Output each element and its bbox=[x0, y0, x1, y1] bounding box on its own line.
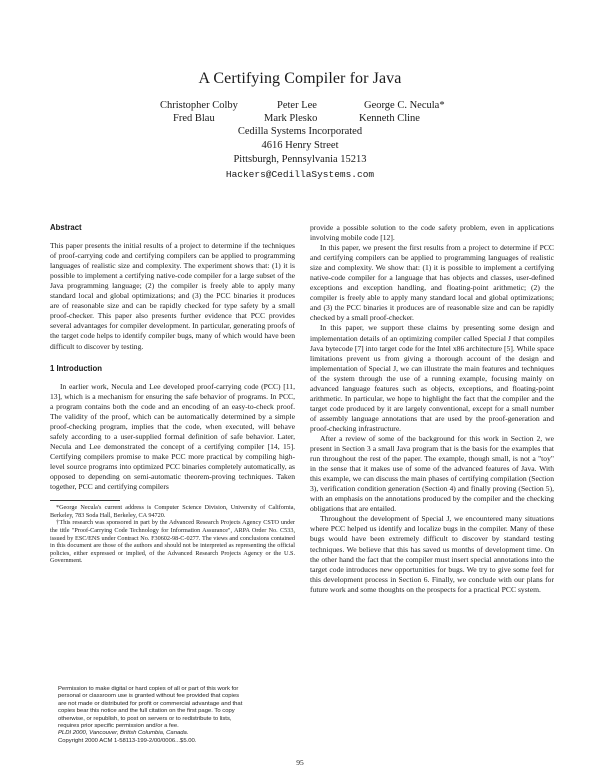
section-heading-introduction: 1 Introduction bbox=[50, 363, 102, 373]
footnote-divider bbox=[50, 500, 120, 501]
author-name: Mark Plesko bbox=[264, 113, 318, 124]
footnote-necula-address: *George Necula's current address is Computer Science Division, University of California, Berkeley, 783 Soda Hall, Berkeley, CA 94720. bbox=[50, 504, 295, 519]
body-paragraph: In this paper, we support these claims by presenting some design and implementation details of an optimizing compiler called Special J that compiles Java bytecode [7] into target code for the Intel x86 architecture [5]. While space limitations prevent us from giving a thorough account of the design and implementation of Special J, we can illustrate the main features and techniques of the system through the use of a running example, focusing mainly on advanced language features such as objects, exceptions, and floating-point arithmetic. In particular, we hope to highlight the fact that the compiler and the target code produced by it are largely conventional, except for a small number of assembly language annotations that are used by the proof-generation and proof-checking infrastructure. bbox=[310, 323, 554, 433]
abstract-text: This paper presents the initial results of a project to determine if the techniques of proof-carrying code and certifying compilers can be applied to programming languages of realistic size and complexity. The experiment shows that: (1) it is possible to implement a certifying native-code compiler for a large subset of the Java programming language; (2) the compiler is freely able to apply many standard local and global optimizations; and (3) the PCC binaries it produces are of reasonable size and can be rapidly checked for type safety by a small proof-checker. This paper also presents further evidence that PCC provides several advantages for compiler development. In particular, generating proofs of the target code helps to identify compiler bugs, many of which would have been difficult to discover by testing. bbox=[50, 241, 295, 351]
author-name: Kenneth Cline bbox=[359, 113, 420, 124]
permission-line: personal or classroom use is granted without fee provided that copies bbox=[58, 693, 240, 700]
footnote-funding: †This research was sponsored in part by the Advanced Research Projects Agency CSTO under the title "Proof-Carrying Code Technology for Information Assurance", ARPA Order No. C533, issued by ESC/ENS under Contract No. F30602-98-C-0277. The views and conclusions contained in this document are those of the authors and should not be interpreted as representing the official policies, either expressed or implied, of the Advanced Research Projects Agency or the U.S. Government. bbox=[50, 519, 295, 565]
page-number: 95 bbox=[296, 758, 304, 767]
copyright-line: Copyright 2000 ACM 1-58113-199-2/00/0006...$5.00. bbox=[58, 737, 197, 744]
body-paragraph: provide a possible solution to the code safety problem, even in applications involving mobile code [12]. bbox=[310, 223, 554, 243]
permission-line: Permission to make digital or hard copies of all or part of this work for bbox=[58, 686, 239, 692]
left-column bbox=[50, 223, 295, 565]
permission-line: otherwise, or republish, to post on servers or to redistribute to lists, bbox=[58, 715, 232, 722]
author-name: Christopher Colby bbox=[160, 100, 238, 111]
footnotes bbox=[50, 504, 295, 565]
author-name: George C. Necula* bbox=[364, 100, 445, 111]
affiliation-street: 4616 Henry Street bbox=[261, 140, 339, 151]
affiliation-city: Pittsburgh, Pennsylvania 15213 bbox=[233, 154, 367, 165]
contact-email: Hackers@CedillaSystems.com bbox=[225, 169, 375, 180]
venue-line: PLDI 2000, Vancouver, British Columbia, Canada. bbox=[58, 730, 189, 737]
abstract-heading: Abstract bbox=[50, 223, 82, 232]
permission-notice bbox=[58, 686, 293, 745]
affiliation-org: Cedilla Systems Incorporated bbox=[237, 126, 363, 137]
intro-paragraph: In earlier work, Necula and Lee developed proof-carrying code (PCC) [11, 13], which is a mechanism for ensuring the safe behavior of programs. In PCC, a program contains both the code and an encoding of an easy-to-check proof. The validity of the proof, which can be automatically determined by a simple proof-checking program, implies that the code, when executed, will behave safely according to a user-supplied formal definition of safe behavior. Later, Necula and Lee demonstrated the concept of a certifying compiler [14, 15]. Certifying compilers promise to make PCC more practical by compiling high-level source programs into optimized PCC binaries completely automatically, as opposed to depending on semi-automatic theorem-proving techniques. Taken together, PCC and certifying compilers bbox=[50, 381, 295, 492]
author-name: Fred Blau bbox=[173, 113, 215, 124]
permission-line: requires prior specific permission and/or a fee. bbox=[58, 723, 179, 730]
body-paragraph: After a review of some of the background for this work in Section 2, we present in Section 3 a small Java program that is the basis for the examples that run throughout the rest of the paper. The example, though small, is not a "toy" in the sense that it makes use of some of the advanced features of Java. With this example, we can discuss the main phases of certifying compilation (Section 3), verification condition generation (Section 4) and finally proving (Section 5), with an emphasis on the annotations produced by the compiler and the checking obligations that are entailed. bbox=[310, 433, 554, 514]
permission-line: copies bear this notice and the full citation on the first page. To copy bbox=[58, 708, 235, 715]
right-column bbox=[310, 223, 554, 595]
body-paragraph: Throughout the development of Special J, we encountered many situations where PCC helped us identify and localize bugs in the compiler. Many of these bugs would have been extremely difficult to discover by standard testing techniques. We believe that this has saved us months of development time. On the other hand the fact that the compiler must insert special annotations into the target code introduces new opportunities for bugs. We try to give some feel for this development process in Section 6. Finally, we conclude with our plans for future work and some thoughts on the prospects for a practical PCC system. bbox=[310, 514, 554, 594]
body-paragraph: In this paper, we present the first results from a project to determine if PCC and certifying compilers can be applied to programming languages of realistic size and complexity. We show that: (1) it is possible to implement a certifying native-code compiler for a language that has objects and classes, user-defined exceptions and exception handling, and floating-point arithmetic; (2) the compiler is freely able to apply many standard local and global optimizations; and (3) the PCC binaries it produces are of reasonable size and can be rapidly checked by a small proof-checker. bbox=[310, 243, 554, 323]
author-name: Peter Lee bbox=[277, 100, 317, 111]
permission-line: are not made or distributed for profit or commercial advantage and that bbox=[58, 700, 243, 707]
paper-title: A Certifying Compiler for Java bbox=[198, 70, 402, 87]
